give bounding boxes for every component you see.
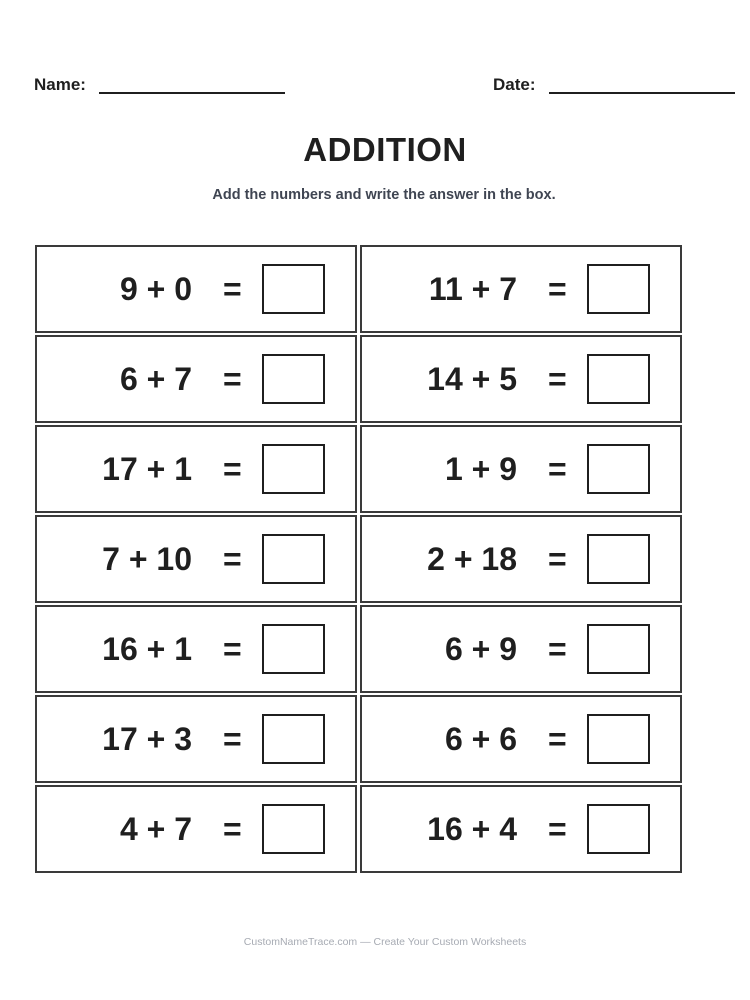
equals-sign: =	[223, 451, 242, 487]
name-write-line[interactable]	[99, 92, 285, 94]
equals-sign: =	[548, 361, 567, 397]
footer-credit: CustomNameTrace.com — Create Your Custom Worksheets	[243, 936, 527, 948]
problem-cell	[35, 785, 357, 873]
problem-expression: 1 + 9	[444, 451, 517, 487]
answer-box[interactable]	[587, 624, 650, 674]
equals-sign: =	[223, 631, 242, 667]
answer-box[interactable]	[587, 534, 650, 584]
equals-sign: =	[223, 541, 242, 577]
name-field	[34, 75, 285, 95]
date-field	[493, 75, 735, 95]
equals-sign: =	[223, 271, 242, 307]
problem-expression: 2 + 18	[427, 541, 517, 577]
problem-expression: 14 + 5	[427, 361, 517, 397]
answer-box[interactable]	[587, 264, 650, 314]
name-label: Name:	[34, 75, 86, 94]
problem-expression: 6 + 7	[119, 361, 192, 397]
equals-sign: =	[223, 811, 242, 847]
equals-sign: =	[548, 721, 567, 757]
problem-cell	[360, 785, 682, 873]
answer-box[interactable]	[587, 714, 650, 764]
problem-expression: 9 + 0	[119, 271, 192, 307]
answer-box[interactable]	[262, 354, 325, 404]
problem-expression: 17 + 3	[102, 721, 192, 757]
answer-box[interactable]	[587, 354, 650, 404]
problem-expression: 16 + 4	[427, 811, 517, 847]
equals-sign: =	[548, 271, 567, 307]
equals-sign: =	[223, 361, 242, 397]
equals-sign: =	[223, 721, 242, 757]
equals-sign: =	[548, 811, 567, 847]
problem-expression: 4 + 7	[119, 811, 192, 847]
answer-box[interactable]	[262, 534, 325, 584]
problem-expression: 11 + 7	[428, 271, 517, 307]
answer-box[interactable]	[262, 714, 325, 764]
problem-cell	[360, 335, 682, 423]
equals-sign: =	[548, 631, 567, 667]
problem-cell	[360, 515, 682, 603]
problem-cell	[35, 695, 357, 783]
problem-cell	[360, 605, 682, 693]
answer-box[interactable]	[587, 444, 650, 494]
equals-sign: =	[548, 451, 567, 487]
problem-cell	[35, 245, 357, 333]
problem-expression: 17 + 1	[102, 451, 192, 487]
problem-cell	[35, 515, 357, 603]
problem-cell	[35, 425, 357, 513]
problem-cell	[360, 425, 682, 513]
problem-cell	[360, 695, 682, 783]
answer-box[interactable]	[587, 804, 650, 854]
student-info-row	[34, 75, 736, 99]
problem-expression: 6 + 6	[444, 721, 517, 757]
answer-box[interactable]	[262, 624, 325, 674]
equals-sign: =	[548, 541, 567, 577]
worksheet-title: ADDITION	[303, 131, 467, 168]
problem-expression: 16 + 1	[102, 631, 192, 667]
date-write-line[interactable]	[549, 92, 735, 94]
date-label: Date:	[493, 75, 536, 94]
problem-cell	[360, 245, 682, 333]
problem-expression: 6 + 9	[444, 631, 517, 667]
problem-cell	[35, 335, 357, 423]
answer-box[interactable]	[262, 264, 325, 314]
answer-box[interactable]	[262, 444, 325, 494]
problem-grid	[35, 245, 682, 873]
problem-cell	[35, 605, 357, 693]
problem-expression: 7 + 10	[102, 541, 192, 577]
worksheet-instructions: Add the numbers and write the answer in the box.	[212, 187, 556, 203]
answer-box[interactable]	[262, 804, 325, 854]
